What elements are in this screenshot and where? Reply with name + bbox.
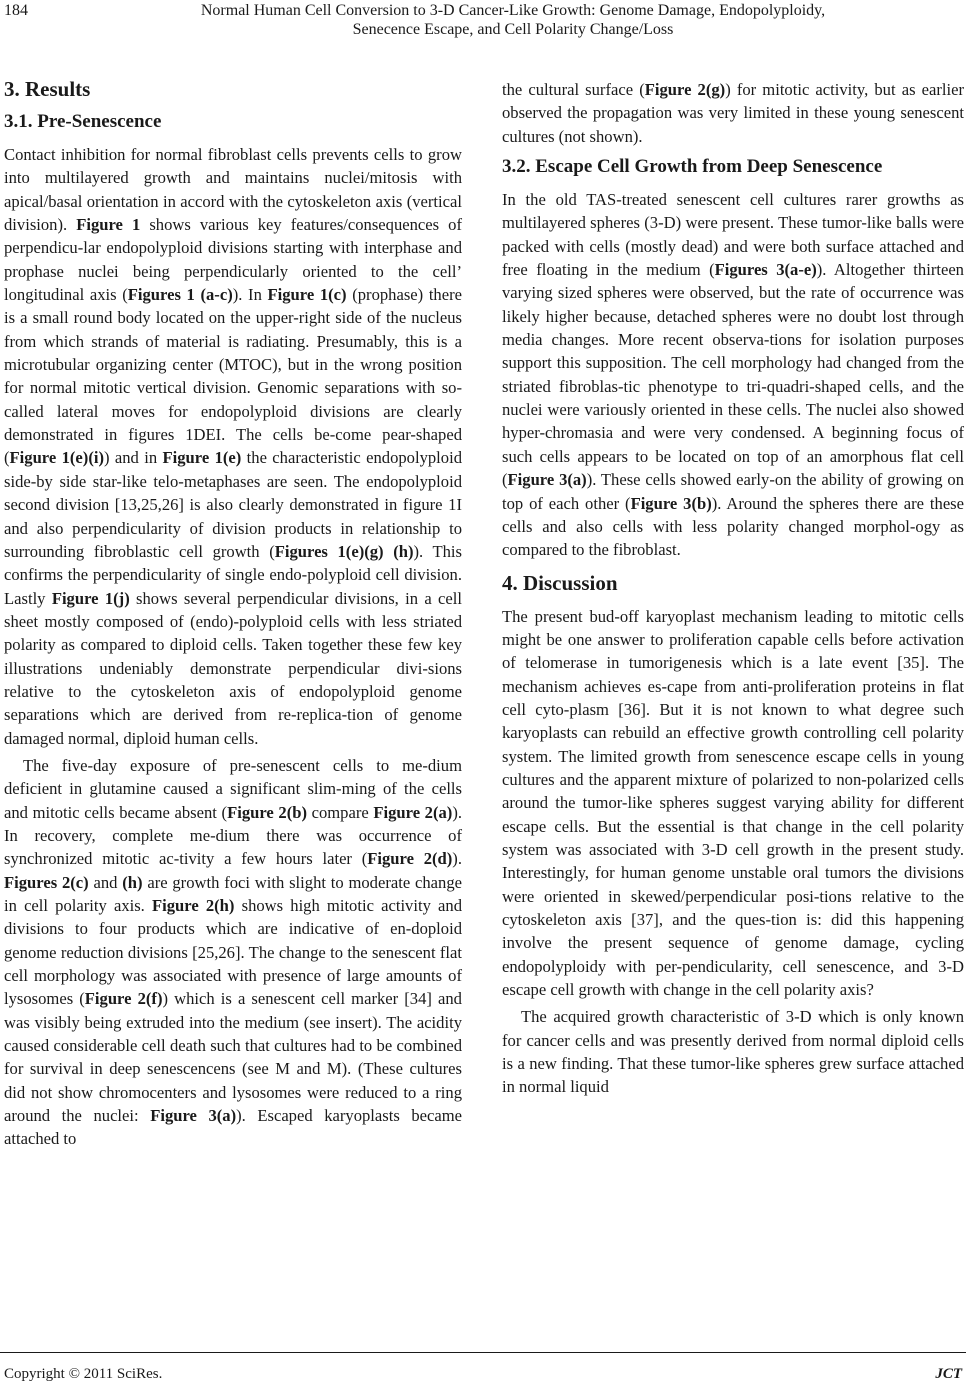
section-heading-results: 3. Results xyxy=(4,77,91,101)
paragraph xyxy=(502,1005,964,1098)
footer-divider xyxy=(0,1352,966,1353)
paragraph xyxy=(4,143,462,750)
figure-reference: Figure 1(j) xyxy=(51,588,130,608)
figure-reference: Figure 1(c) xyxy=(267,285,347,305)
paragraph xyxy=(502,188,964,562)
text-run: ). Altogether thirteen varying sized spheres were observed, but the rate of occurrence was likely higher because, detached spheres were no doubt lost through media changes. More recent observa-tions for isolation purposes support this supposition. The cell morphology had changed from the striated fibroblas-tic phenotype to tri-quadri-shaped cells, and the nuclei were variously oriented in these cells. The nuclei also showed hyper-chromasia and were very condensed. A beginning focus of such cells appears to be located on top of an amorphous flat cell ( xyxy=(502,260,964,490)
text-run: compare xyxy=(306,802,374,822)
figure-reference: Figures 3(a-e) xyxy=(714,260,817,280)
figure-reference: Figure 1 xyxy=(76,215,141,235)
text-run: the cultural surface ( xyxy=(502,80,645,99)
text-run: In the old TAS-treated senescent cell cultures rarer growths as multilayered spheres (3-D) were present. These tumor-like balls were packed with cells (mostly dead) and were both surface attached and free floating in the medium ( xyxy=(502,190,964,280)
text-run: Contact inhibition for normal fibroblast cells prevents cells to grow into multilayered growth and maintains nuclei/mitosis with apical/basal orientation in accord with the cytoskeleton axis (vertical division). xyxy=(4,145,462,235)
text-run: shows several perpendicular divisions, in a cell sheet mostly composed of (endo)-polyploid cells with less striated polarity as compared to diploid cells. Taken together these few key illustrations undeniably demonstrate perpendicular divi-sions relative to the cytoskeleton axis of endopolyploid genome separations which are derived from re-replica-tion of genome damaged normal, diploid human cells. xyxy=(4,588,462,748)
text-run: shows high mitotic activity and divisions to four products which are indicative of en-doploid genome reduction divisions [25,26]. The change to the senescent flat cell morphology was associated with presence of large amounts of lysosomes ( xyxy=(4,896,462,1009)
text-run: ). xyxy=(452,849,462,869)
paragraph xyxy=(502,605,964,1002)
running-title-line-2: Senecence Escape, and Cell Polarity Change/Loss xyxy=(352,21,674,38)
figure-reference: Figures 1 (a-c) xyxy=(127,285,233,305)
text-run: the characteristic endopolyploid side-by side star-like telo-metaphases are seen. The endopolyploid second division [13,25,26] is also clearly demonstrated in figure 1I and also perpendicularity of division products in relationship to surrounding fibroblastic cell growth ( xyxy=(4,448,462,561)
figure-reference: Figure 2(h) xyxy=(152,896,235,915)
figure-reference: Figure 2(f) xyxy=(84,989,163,1009)
text-run: ). In recovery, complete me-dium there was occurrence of synchronized mitotic ac-tivity a few hours later ( xyxy=(4,802,463,869)
figure-reference: (h) xyxy=(122,872,143,892)
subsection-heading-escape: 3.2. Escape Cell Growth from Deep Senescence xyxy=(502,156,883,178)
figure-reference: Figure 2(g) xyxy=(644,80,726,99)
footer-copyright: Copyright © 2011 SciRes. xyxy=(4,1366,163,1382)
right-column xyxy=(502,78,964,1099)
figure-reference: Figures 1(e)(g) (h) xyxy=(274,541,414,561)
figure-reference: Figure 3(b) xyxy=(630,493,712,513)
subsection-heading-pre-senescence: 3.1. Pre-Senescence xyxy=(4,111,162,132)
paragraph xyxy=(502,78,964,148)
footer-journal-abbrev: JCT xyxy=(935,1366,962,1382)
text-run: and xyxy=(88,872,123,892)
text-run: ). Around the spheres there are these cells and also cells with less polarity changed morphol-ogy as compared to the fibroblast. xyxy=(502,493,965,560)
text-run: The acquired growth characteristic of 3-D which is only known for cancer cells and was presently derived from normal diploid cells is a new finding. That these tumor-like spheres grew surface attached in normal liquid xyxy=(502,1007,964,1097)
figure-reference: Figure 3(a) xyxy=(507,470,587,490)
figure-reference: Figures 2(c) xyxy=(4,872,89,892)
text-run: ). This confirms the perpendicularity of single endo-polyploid cell division. Lastly xyxy=(4,541,462,608)
text-run: ). In xyxy=(232,285,268,305)
text-run: ) for mitotic activity, but as earlier observed the propagation was very limited in these young senescent cultures (not shown). xyxy=(502,80,965,146)
figure-reference: Figure 2(a) xyxy=(373,802,453,822)
text-run: are growth foci with slight to moderate change in cell polarity axis. xyxy=(4,872,462,915)
figure-reference: Figure 3(a) xyxy=(150,1106,237,1126)
text-run: The five-day exposure of pre-senescent cells to me-dium deficient in glutamine caused a significant slim-ming of the cells and mitotic cells became absent ( xyxy=(4,755,462,822)
section-heading-discussion: 4. Discussion xyxy=(502,570,618,595)
left-column xyxy=(4,70,462,1151)
figure-reference: Figure 1(e) xyxy=(162,448,242,468)
text-run: ). Escaped karyoplasts became attached to xyxy=(4,1106,463,1149)
running-title-line-1: Normal Human Cell Conversion to 3-D Cancer-Like Growth: Genome Damage, Endopolyploidy, xyxy=(200,2,826,19)
page-number: 184 xyxy=(4,2,28,19)
paragraph xyxy=(4,754,462,1151)
text-run: The present bud-off karyoplast mechanism leading to mitotic cells might be one answer to proliferation capable cells before activation of telomerase in tumorigenesis which is a late event [35]. The mechanism achieves es-cape from anti-proliferation proteins in flat cell cyto-plasm [36]. But it is not known to what degree such karyoplasts can rebuild an effective growth controlling cell polarity system. The limited growth from senescence escape cells in young cultures and the apparent mixture of polarized to non-polarized cells around the tumor-like spheres suggest varying ability for different escape cells. But the essential is that change in the cell polarity system was associated with 3-D cell growth in the present study. Interestingly, for human genome unstable oral tumors the divisions were oriented in skewed/perpendicular posi-tions relative to the cytoskeleton axis [37], and the ques-tion is: did this happening involve the present sequence of genome damage, cycling endopolyploidy with per-pendicularity, cell senescence, and 3-D escape cell growth with change in the cell polarity axis? xyxy=(502,606,964,1000)
figure-reference: Figure 1(e)(i) xyxy=(9,448,104,468)
text-run: ) which is a senescent cell marker [34] and was visibly being extruded into the medium (see insert). The acidity caused considerable cell death such that cultures had to be combined for survival in deep senescencens (see M and M). (These cultures did not show chromocenters and lysosomes were reduced to a ring around the nuclei: xyxy=(4,989,462,1126)
figure-reference: Figure 2(d) xyxy=(367,849,453,869)
text-run: (prophase) there is a small round body located on the upper-right side of the nucleus from which strands of material is radiating. Presumably, this is a microtubular organizing center (MTOC), but in the wrong position for normal mitotic vertical division. Genomic separations with so-called lateral moves for endopolyploid divisions are clearly demonstrated in figures 1DEI. The cells be-come pear-shaped ( xyxy=(4,285,462,468)
text-run: ) and in xyxy=(103,448,163,468)
running-title xyxy=(60,1,966,39)
text-run: ). These cells showed early-on the ability of growing on top of each other ( xyxy=(502,470,964,513)
text-run: shows various key features/consequences of perpendicu-lar endopolyploid divisions starting with interphase and prophase nuclei being perpendicularly oriented to the cell’ longitudinal axis ( xyxy=(4,215,462,305)
figure-reference: Figure 2(b) xyxy=(227,802,307,822)
running-header xyxy=(0,0,966,48)
